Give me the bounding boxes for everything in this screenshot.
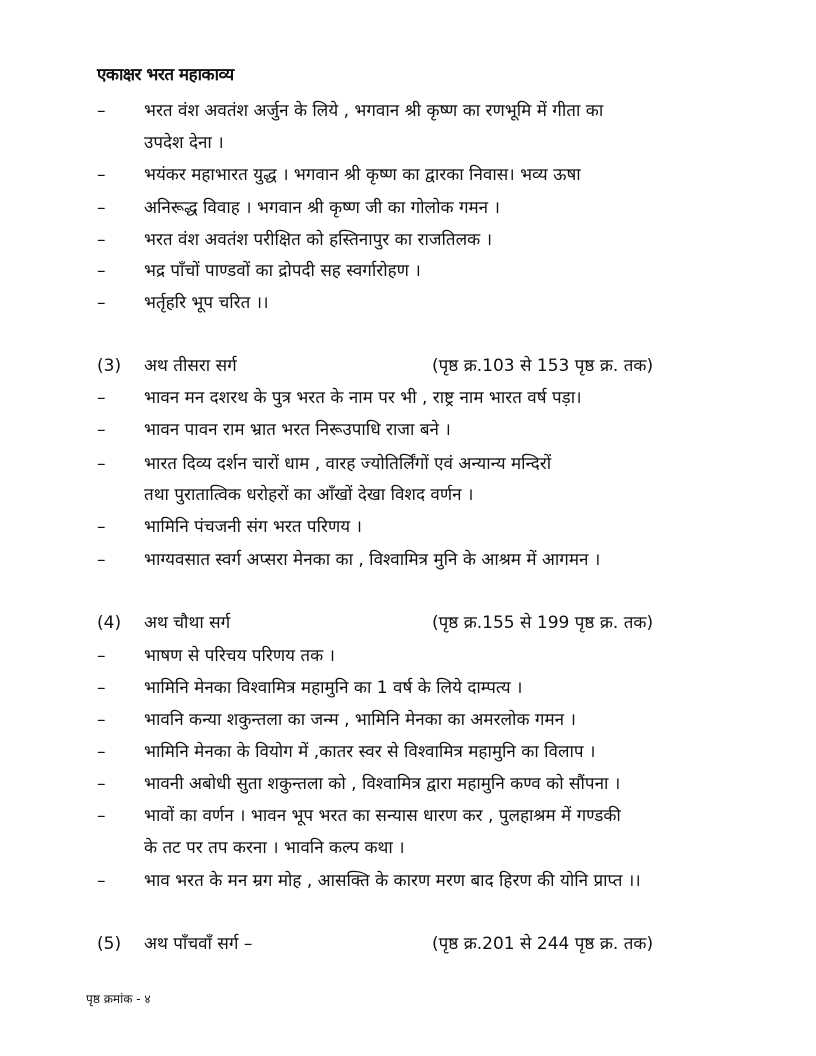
list-item <box>97 512 737 542</box>
dash-bullet: – <box>97 165 106 185</box>
list-item <box>97 737 737 767</box>
page-number-footer: पृष्ठ क्रमांक - ४ <box>86 992 151 1006</box>
list-item-text: भामिनि मेनका विश्वामित्र महामुनि का 1 वर्ष के लिये दाम्पत्य । <box>144 678 523 698</box>
section-header <box>97 351 737 381</box>
section-number: (3) <box>97 356 122 376</box>
dash-bullet: – <box>97 198 106 218</box>
dash-bullet: – <box>97 230 106 250</box>
list-item-text: भामिनि पंचजनी संग भरत परिणय । <box>144 517 362 537</box>
list-item-text: के तट पर तप करना । भावनि कल्प कथा । <box>144 838 405 858</box>
dash-bullet: – <box>97 420 106 440</box>
list-item-continuation <box>97 480 737 510</box>
dash-bullet: – <box>97 774 106 794</box>
dash-bullet: – <box>97 871 106 891</box>
list-item-text: भाव भरत के मन म्रग मोह , आसक्ति के कारण मरण बाद हिरण की योनि प्राप्त ।। <box>144 871 641 891</box>
list-item <box>97 449 737 479</box>
document-heading: एकाक्षर भरत महाकाव्य <box>97 65 234 85</box>
list-item-text: भावनि कन्या शकुन्तला का जन्म , भामिनि मेनका का अमरलोक गमन । <box>144 710 576 730</box>
section-number: (4) <box>97 613 122 633</box>
dash-bullet: – <box>97 388 106 408</box>
list-item-text: भामिनि मेनका के वियोग में ,कातर स्वर से विश्वामित्र महामुनि का विलाप । <box>144 742 596 762</box>
section-page-range: (पृष्ठ क्र.201 से 244 पृष्ठ क्र. तक) <box>432 934 654 954</box>
list-item-text: भावनी अबोधी सुता शकुन्तला को , विश्वामित्र द्वारा महामुनि कण्व को सौंपना । <box>144 774 621 794</box>
section-title: अथ तीसरा सर्ग <box>144 356 237 376</box>
list-item-continuation <box>97 833 737 863</box>
list-item <box>97 256 737 286</box>
dash-bullet: – <box>97 454 106 474</box>
list-item <box>97 160 737 190</box>
list-item-continuation <box>97 128 737 158</box>
list-item <box>97 801 737 831</box>
list-item-text: भावन मन दशरथ के पुत्र भरत के नाम पर भी , राष्ट्र नाम भारत वर्ष पड़ा। <box>144 388 582 408</box>
list-item <box>97 383 737 413</box>
dash-bullet: – <box>97 517 106 537</box>
list-item <box>97 545 737 575</box>
section-title: अथ चौथा सर्ग <box>144 613 231 633</box>
dash-bullet: – <box>97 293 106 313</box>
list-item-text: भावन पावन राम भ्रात भरत निरूउपाधि राजा बने । <box>144 420 451 440</box>
list-item-text: भावों का वर्णन । भावन भूप भरत का सन्यास धारण कर , पुलहाश्रम में गण्डकी <box>144 806 621 826</box>
list-item-text: उपदेश देना । <box>144 133 224 153</box>
list-item-text: भयंकर महाभारत युद्ध । भगवान श्री कृष्ण का द्वारका निवास। भव्य ऊषा <box>144 165 581 185</box>
list-item <box>97 866 737 896</box>
section-header <box>97 608 737 638</box>
list-item <box>97 288 737 318</box>
dash-bullet: – <box>97 806 106 826</box>
dash-bullet: – <box>97 550 106 570</box>
section-page-range: (पृष्ठ क्र.103 से 153 पृष्ठ क्र. तक) <box>432 356 654 376</box>
list-item-text: तथा पुरातात्विक धरोहरों का आँखों देखा विशद वर्णन । <box>144 485 474 505</box>
list-item-text: अनिरूद्ध विवाह । भगवान श्री कृष्ण जी का गोलोक गमन । <box>144 198 500 218</box>
section-header <box>97 929 737 959</box>
list-item-text: भाग्यवसात स्वर्ग अप्सरा मेनका का , विश्वामित्र मुनि के आश्रम में आगमन । <box>144 550 601 570</box>
dash-bullet: – <box>97 710 106 730</box>
dash-bullet: – <box>97 261 106 281</box>
section-number: (5) <box>97 934 122 954</box>
list-item-text: भरत वंश अवतंश परीक्षित को हस्तिनापुर का राजतिलक । <box>144 230 493 250</box>
dash-bullet: – <box>97 646 106 666</box>
list-item-text: भद्र पाँचों पाण्डवों का द्रोपदी सह स्वर्गारोहण । <box>144 261 421 281</box>
list-item <box>97 769 737 799</box>
list-item <box>97 96 737 126</box>
list-item <box>97 673 737 703</box>
dash-bullet: – <box>97 678 106 698</box>
list-item-text: भारत दिव्य दर्शन चारों धाम , वारह ज्योतिर्लिंगों एवं अन्यान्य मन्दिरों <box>144 454 552 474</box>
list-item-text: भर्तृहरि भूप चरित ।। <box>144 293 269 313</box>
list-item <box>97 641 737 671</box>
section-title: अथ पाँचवाँ सर्ग – <box>144 934 253 954</box>
list-item <box>97 415 737 445</box>
list-item <box>97 225 737 255</box>
list-item-text: भरत वंश अवतंश अर्जुन के लिये , भगवान श्री कृष्ण का रणभूमि में गीता का <box>144 101 604 121</box>
dash-bullet: – <box>97 742 106 762</box>
section-page-range: (पृष्ठ क्र.155 से 199 पृष्ठ क्र. तक) <box>432 613 654 633</box>
dash-bullet: – <box>97 101 106 121</box>
list-item <box>97 705 737 735</box>
list-item <box>97 193 737 223</box>
list-item-text: भाषण से परिचय परिणय तक । <box>144 646 336 666</box>
